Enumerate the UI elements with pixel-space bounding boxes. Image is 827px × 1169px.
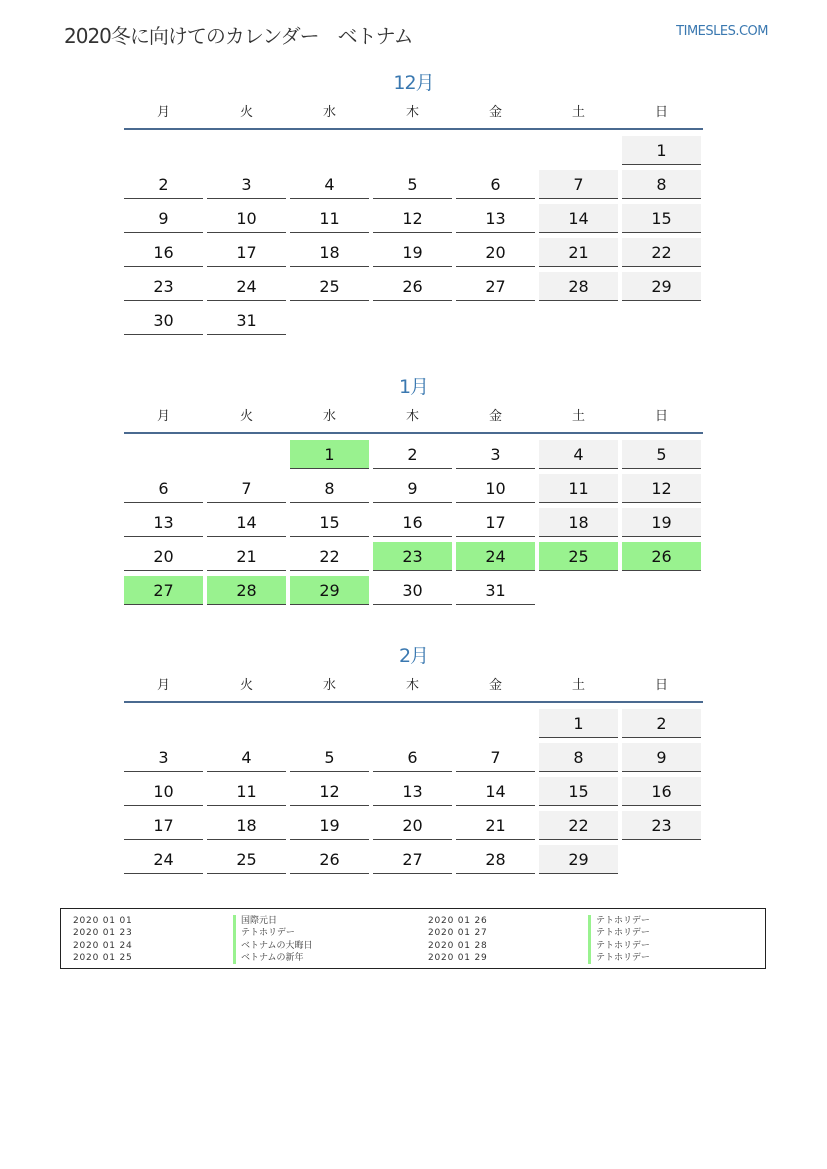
day-cell[interactable]: 17 [456,508,535,537]
day-cell[interactable]: 23 [124,272,203,301]
month-title: 2月 [398,645,429,667]
day-cell-holiday[interactable]: 25 [539,542,618,571]
empty-cell [539,136,618,165]
day-cell[interactable]: 12 [290,777,369,806]
day-grid [124,709,703,874]
day-cell[interactable]: 16 [124,238,203,267]
day-cell[interactable]: 11 [207,777,286,806]
day-cell[interactable]: 1 [622,136,701,165]
day-cell[interactable]: 17 [124,811,203,840]
day-cell[interactable]: 7 [456,743,535,772]
day-cell[interactable]: 10 [456,474,535,503]
day-cell[interactable]: 28 [456,845,535,874]
day-cell[interactable]: 13 [373,777,452,806]
legend-date: 2020 01 25 [73,952,133,963]
empty-cell [456,136,535,165]
day-cell[interactable]: 7 [207,474,286,503]
weekday-label: 木 [405,105,419,120]
day-cell[interactable]: 8 [539,743,618,772]
day-cell[interactable]: 2 [373,440,452,469]
day-cell[interactable]: 21 [539,238,618,267]
day-cell[interactable]: 23 [622,811,701,840]
day-cell[interactable]: 14 [456,777,535,806]
day-cell[interactable]: 22 [290,542,369,571]
day-cell[interactable]: 5 [373,170,452,199]
day-cell[interactable]: 19 [622,508,701,537]
legend-holiday-name: テトホリデー [588,927,650,939]
weekday-label: 火 [239,105,253,120]
day-cell[interactable]: 3 [456,440,535,469]
day-cell[interactable]: 26 [373,272,452,301]
weekday-label: 日 [654,678,668,693]
day-cell[interactable]: 30 [124,306,203,335]
day-cell[interactable]: 3 [207,170,286,199]
day-cell[interactable]: 3 [124,743,203,772]
day-cell[interactable]: 6 [124,474,203,503]
month-december [124,68,703,335]
day-cell[interactable]: 16 [373,508,452,537]
legend-holiday-name: テトホリデー [233,927,295,939]
day-cell[interactable]: 11 [290,204,369,233]
day-cell[interactable]: 20 [124,542,203,571]
day-cell[interactable]: 28 [539,272,618,301]
legend-holiday-name: テトホリデー [588,952,650,964]
weekday-label: 金 [488,409,502,424]
legend-holiday-name: ベトナムの新年 [233,952,304,964]
empty-cell [373,136,452,165]
day-cell-holiday[interactable]: 29 [290,576,369,605]
day-cell[interactable]: 18 [207,811,286,840]
weekday-label: 水 [322,409,336,424]
day-cell[interactable]: 27 [373,845,452,874]
day-cell[interactable]: 6 [373,743,452,772]
legend-holiday-name: テトホリデー [588,940,650,952]
day-cell[interactable]: 14 [539,204,618,233]
weekday-label: 水 [322,678,336,693]
day-cell[interactable]: 13 [124,508,203,537]
day-cell[interactable]: 2 [622,709,701,738]
day-cell[interactable]: 4 [207,743,286,772]
day-grid [124,136,703,335]
month-title: 1月 [398,376,429,398]
legend-date: 2020 01 26 [428,916,488,926]
day-cell[interactable]: 17 [207,238,286,267]
day-cell-holiday[interactable]: 28 [207,576,286,605]
day-cell-holiday[interactable]: 23 [373,542,452,571]
day-cell[interactable]: 15 [290,508,369,537]
day-cell[interactable]: 11 [539,474,618,503]
day-cell-holiday[interactable]: 27 [124,576,203,605]
empty-cell [290,709,369,738]
weekday-header [124,671,703,703]
day-cell[interactable]: 20 [456,238,535,267]
day-cell[interactable]: 9 [622,743,701,772]
legend-date: 2020 01 27 [428,928,488,939]
empty-cell [207,440,286,469]
day-cell[interactable]: 15 [539,777,618,806]
weekday-header [124,98,703,130]
weekday-label: 月 [156,409,170,424]
weekday-label: 土 [571,678,585,693]
day-cell[interactable]: 4 [539,440,618,469]
month-february [124,641,703,874]
empty-cell [207,709,286,738]
day-cell[interactable]: 8 [290,474,369,503]
day-cell[interactable]: 21 [207,542,286,571]
day-grid [124,440,703,605]
day-cell[interactable]: 12 [373,204,452,233]
day-cell[interactable]: 25 [290,272,369,301]
day-cell[interactable]: 15 [622,204,701,233]
day-cell[interactable]: 21 [456,811,535,840]
day-cell[interactable]: 14 [207,508,286,537]
empty-cell [373,709,452,738]
weekday-label: 日 [654,105,668,120]
day-cell[interactable]: 13 [456,204,535,233]
day-cell[interactable]: 9 [373,474,452,503]
site-brand[interactable]: TIMESLES.COM [676,24,768,39]
day-cell[interactable]: 31 [456,576,535,605]
month-title: 12月 [393,72,434,94]
weekday-label: 火 [239,678,253,693]
day-cell[interactable]: 18 [290,238,369,267]
day-cell[interactable]: 26 [290,845,369,874]
weekday-label: 土 [571,105,585,120]
month-january [124,372,703,605]
day-cell[interactable]: 10 [207,204,286,233]
day-cell[interactable]: 5 [622,440,701,469]
empty-cell [207,136,286,165]
day-cell[interactable]: 4 [290,170,369,199]
legend-date: 2020 01 23 [73,928,133,939]
empty-cell [290,136,369,165]
day-cell[interactable]: 12 [622,474,701,503]
day-cell-holiday[interactable]: 24 [456,542,535,571]
weekday-header [124,402,703,434]
empty-cell [124,709,203,738]
day-cell[interactable]: 31 [207,306,286,335]
day-cell[interactable]: 8 [622,170,701,199]
legend-holiday-name: テトホリデー [588,915,650,927]
empty-cell [124,440,203,469]
legend-date: 2020 01 24 [73,940,133,951]
legend-date: 2020 01 29 [428,952,488,963]
day-cell-holiday[interactable]: 1 [290,440,369,469]
day-cell[interactable]: 19 [373,238,452,267]
day-cell[interactable]: 5 [290,743,369,772]
legend-holiday-name: ベトナムの大晦日 [233,940,313,952]
day-cell[interactable]: 29 [539,845,618,874]
empty-cell [456,709,535,738]
day-cell[interactable]: 1 [539,709,618,738]
weekday-label: 水 [322,105,336,120]
legend-date: 2020 01 28 [428,940,488,951]
day-cell[interactable]: 29 [622,272,701,301]
day-cell-holiday[interactable]: 26 [622,542,701,571]
day-cell[interactable]: 22 [622,238,701,267]
holiday-legend [60,908,766,969]
weekday-label: 土 [571,409,585,424]
day-cell[interactable]: 27 [456,272,535,301]
day-cell[interactable]: 2 [124,170,203,199]
weekday-label: 木 [405,678,419,693]
weekday-label: 金 [488,105,502,120]
day-cell[interactable]: 25 [207,845,286,874]
day-cell[interactable]: 6 [456,170,535,199]
day-cell[interactable]: 7 [539,170,618,199]
day-cell[interactable]: 24 [207,272,286,301]
legend-date: 2020 01 01 [73,916,133,926]
weekday-label: 日 [654,409,668,424]
legend-holiday-name: 国際元日 [233,915,277,927]
weekday-label: 火 [239,409,253,424]
day-cell[interactable]: 10 [124,777,203,806]
day-cell[interactable]: 19 [290,811,369,840]
weekday-label: 月 [156,678,170,693]
day-cell[interactable]: 30 [373,576,452,605]
day-cell[interactable]: 18 [539,508,618,537]
day-cell[interactable]: 20 [373,811,452,840]
day-cell[interactable]: 9 [124,204,203,233]
day-cell[interactable]: 16 [622,777,701,806]
page-title: 2020冬に向けてのカレンダー ベトナム [64,24,413,48]
empty-cell [124,136,203,165]
weekday-label: 木 [405,409,419,424]
weekday-label: 月 [156,105,170,120]
day-cell[interactable]: 22 [539,811,618,840]
day-cell[interactable]: 24 [124,845,203,874]
weekday-label: 金 [488,678,502,693]
